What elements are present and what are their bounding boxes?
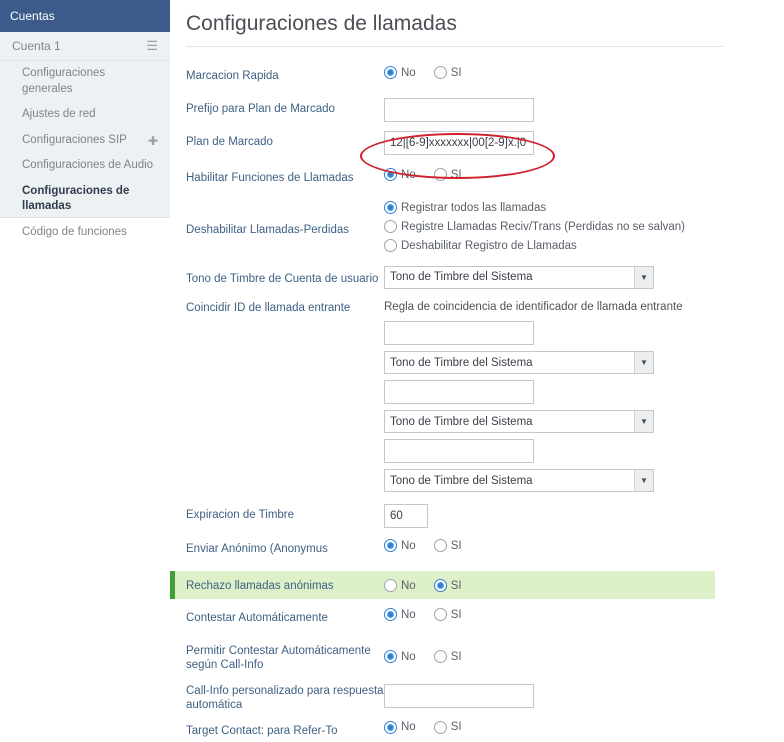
row-plan-de-marcado bbox=[186, 131, 784, 157]
chevron-down-icon[interactable]: ▼ bbox=[634, 470, 653, 491]
radio-registrar-todas[interactable] bbox=[384, 201, 397, 214]
sidebar-item-configuraciones-generales[interactable] bbox=[0, 61, 170, 102]
callinfo-personalizado-input[interactable] bbox=[384, 684, 534, 708]
radiogroup-enviar-anonimo[interactable] bbox=[384, 538, 462, 552]
label-marcacion-rapida: Marcacion Rapida bbox=[186, 70, 279, 82]
chevron-down-icon[interactable]: ▼ bbox=[634, 352, 653, 373]
radio-option-registrar-todas[interactable] bbox=[384, 200, 546, 214]
radio-label-no: No bbox=[401, 539, 416, 552]
coincidir-id-input-2[interactable] bbox=[384, 380, 534, 404]
radio-label-si: SI bbox=[450, 66, 462, 79]
row-coincidir-id-llamada-entrante bbox=[186, 297, 784, 492]
radio-marcacion-rapida-no[interactable] bbox=[384, 66, 397, 79]
radio-label-no: No bbox=[401, 721, 416, 733]
radio-permitir-callinfo-no[interactable] bbox=[384, 650, 397, 663]
plus-icon[interactable]: ✚ bbox=[147, 133, 158, 148]
radiogroup-contestar-automaticamente[interactable] bbox=[384, 607, 462, 621]
prefijo-plan-marcado-input[interactable] bbox=[384, 98, 534, 122]
radio-enviar-anonimo-si[interactable] bbox=[434, 539, 447, 552]
label-plan-de-marcado: Plan de Marcado bbox=[186, 136, 273, 148]
radio-permitir-callinfo-si[interactable] bbox=[434, 650, 447, 663]
row-marcacion-rapida bbox=[186, 65, 784, 91]
sidebar-header bbox=[0, 0, 170, 32]
radio-label-si: SI bbox=[450, 650, 462, 663]
plan-de-marcado-input[interactable] bbox=[384, 131, 534, 155]
radio-option-reciv-trans[interactable] bbox=[384, 219, 685, 233]
row-rechazo-llamadas-anonimas bbox=[170, 571, 715, 599]
account-label: Cuenta 1 bbox=[12, 39, 61, 53]
coincidir-id-ring-select-2[interactable] bbox=[384, 410, 654, 433]
coincidir-id-note: Regla de coincidencia de identificador de llamada entrante bbox=[384, 301, 683, 313]
tono-timbre-cuenta-select[interactable] bbox=[384, 266, 654, 289]
label-habilitar-funciones: Habilitar Funciones de Llamadas bbox=[186, 172, 354, 184]
sidebar-item-label: Configuraciones de llamadas bbox=[22, 184, 130, 213]
label-prefijo-plan-marcado: Prefijo para Plan de Marcado bbox=[186, 103, 335, 115]
row-deshabilitar-llamadas-perdidas bbox=[186, 200, 784, 257]
hamburger-icon[interactable]: ☰ bbox=[146, 38, 158, 53]
radio-label-si: SI bbox=[450, 721, 462, 733]
chevron-down-icon[interactable]: ▼ bbox=[634, 267, 653, 288]
radio-label-no: No bbox=[401, 66, 416, 79]
sidebar-item-configuraciones-de-llamadas[interactable] bbox=[0, 179, 170, 220]
radiogroup-habilitar-funciones[interactable] bbox=[384, 167, 462, 181]
sidebar-item-codigo-de-funciones[interactable] bbox=[0, 220, 170, 246]
sidebar bbox=[0, 0, 170, 742]
select-value: Tono de Timbre del Sistema bbox=[390, 271, 533, 283]
radio-label-si: SI bbox=[450, 539, 462, 552]
radio-target-contact-si[interactable] bbox=[434, 721, 447, 734]
select-value: Tono de Timbre del Sistema bbox=[390, 415, 533, 428]
sidebar-item-label: Código de funciones bbox=[22, 225, 127, 238]
radio-label-si: SI bbox=[450, 168, 462, 181]
label-deshabilitar-llamadas-perdidas: Deshabilitar Llamadas-Perdidas bbox=[186, 224, 349, 237]
label-enviar-anonimo: Enviar Anónimo (Anonymus bbox=[186, 543, 328, 555]
radio-label-no: No bbox=[401, 608, 416, 621]
sidebar-item-label: Configuraciones de Audio bbox=[22, 159, 154, 172]
row-target-contact-refer-to bbox=[186, 720, 784, 742]
label-contestar-automaticamente: Contestar Automáticamente bbox=[186, 612, 328, 624]
label-rechazo-llamadas-anonimas: Rechazo llamadas anónimas bbox=[186, 579, 334, 592]
radiogroup-permitir-contestar-callinfo[interactable] bbox=[384, 649, 462, 663]
coincidir-id-input-3[interactable] bbox=[384, 439, 534, 463]
row-permitir-contestar-callinfo bbox=[186, 640, 784, 673]
sidebar-header-label: Cuentas bbox=[10, 9, 55, 23]
radio-label: Registrar todos las llamadas bbox=[401, 201, 547, 214]
page-title: Configuraciones de llamadas bbox=[186, 12, 457, 35]
radio-label-si: SI bbox=[450, 579, 462, 592]
label-callinfo-personalizado: Call-Info personalizado para respuesta automática bbox=[186, 684, 384, 712]
radio-label: Deshabilitar Registro de Llamadas bbox=[401, 239, 577, 252]
row-habilitar-funciones-llamadas bbox=[186, 167, 784, 193]
radio-option-deshabilitar-registro[interactable] bbox=[384, 238, 577, 252]
row-callinfo-personalizado bbox=[186, 680, 784, 713]
coincidir-id-ring-select-3[interactable] bbox=[384, 469, 654, 492]
sidebar-item-account[interactable] bbox=[0, 32, 170, 61]
radio-target-contact-no[interactable] bbox=[384, 721, 397, 734]
sidebar-item-label: Ajustes de red bbox=[22, 108, 96, 121]
coincidir-id-input-1[interactable] bbox=[384, 321, 534, 345]
radio-contestar-auto-no[interactable] bbox=[384, 608, 397, 621]
radio-contestar-auto-si[interactable] bbox=[434, 608, 447, 621]
radio-habilitar-funciones-si[interactable] bbox=[434, 168, 447, 181]
row-prefijo-plan-marcado bbox=[186, 98, 784, 124]
radio-label-si: SI bbox=[450, 608, 462, 621]
main-content bbox=[170, 0, 784, 742]
row-expiracion-timbre bbox=[186, 504, 784, 530]
radio-label-no: No bbox=[401, 168, 416, 181]
sidebar-item-label: Configuraciones SIP bbox=[22, 133, 127, 146]
radio-deshabilitar-registro[interactable] bbox=[384, 239, 397, 252]
radio-rechazo-anonimas-si[interactable] bbox=[434, 579, 447, 592]
row-enviar-anonimo bbox=[186, 538, 784, 564]
radiogroup-marcacion-rapida[interactable] bbox=[384, 65, 462, 79]
row-contestar-automaticamente bbox=[186, 607, 784, 633]
radio-enviar-anonimo-no[interactable] bbox=[384, 539, 397, 552]
call-settings-form bbox=[170, 47, 784, 742]
radio-label-no: No bbox=[401, 650, 416, 663]
radio-label: Registre Llamadas Reciv/Trans (Perdidas no se salvan) bbox=[401, 220, 686, 233]
row-tono-timbre-cuenta bbox=[186, 264, 784, 290]
coincidir-id-ring-select-1[interactable] bbox=[384, 351, 654, 374]
sidebar-item-configuraciones-de-audio[interactable] bbox=[0, 153, 170, 179]
radiogroup-rechazo-anonimas[interactable] bbox=[384, 578, 462, 592]
radio-marcacion-rapida-si[interactable] bbox=[434, 66, 447, 79]
select-value: Tono de Timbre del Sistema bbox=[390, 474, 533, 487]
expiracion-timbre-input[interactable] bbox=[384, 504, 428, 528]
radio-habilitar-funciones-no[interactable] bbox=[384, 168, 397, 181]
radio-label-no: No bbox=[401, 579, 416, 592]
label-permitir-contestar-callinfo: Permitir Contestar Automáticamente según Call-Info bbox=[186, 645, 371, 672]
label-expiracion-timbre: Expiracion de Timbre bbox=[186, 509, 295, 521]
label-tono-timbre-cuenta: Tono de Timbre de Cuenta de usuario bbox=[186, 272, 379, 285]
label-coincidir-id: Coincidir ID de llamada entrante bbox=[186, 302, 351, 314]
label-target-contact: Target Contact: para Refer-To bbox=[186, 724, 338, 737]
select-value: Tono de Timbre del Sistema bbox=[390, 356, 533, 369]
radio-reciv-trans[interactable] bbox=[384, 220, 397, 233]
sidebar-item-label: Configuraciones generales bbox=[22, 67, 106, 95]
chevron-down-icon[interactable]: ▼ bbox=[634, 411, 653, 432]
radio-rechazo-anonimas-no[interactable] bbox=[384, 579, 397, 592]
sidebar-item-configuraciones-sip[interactable] bbox=[0, 128, 170, 154]
sidebar-item-ajustes-de-red[interactable] bbox=[0, 102, 170, 128]
radiogroup-target-contact[interactable] bbox=[384, 720, 462, 734]
sidebar-nav bbox=[0, 32, 170, 238]
